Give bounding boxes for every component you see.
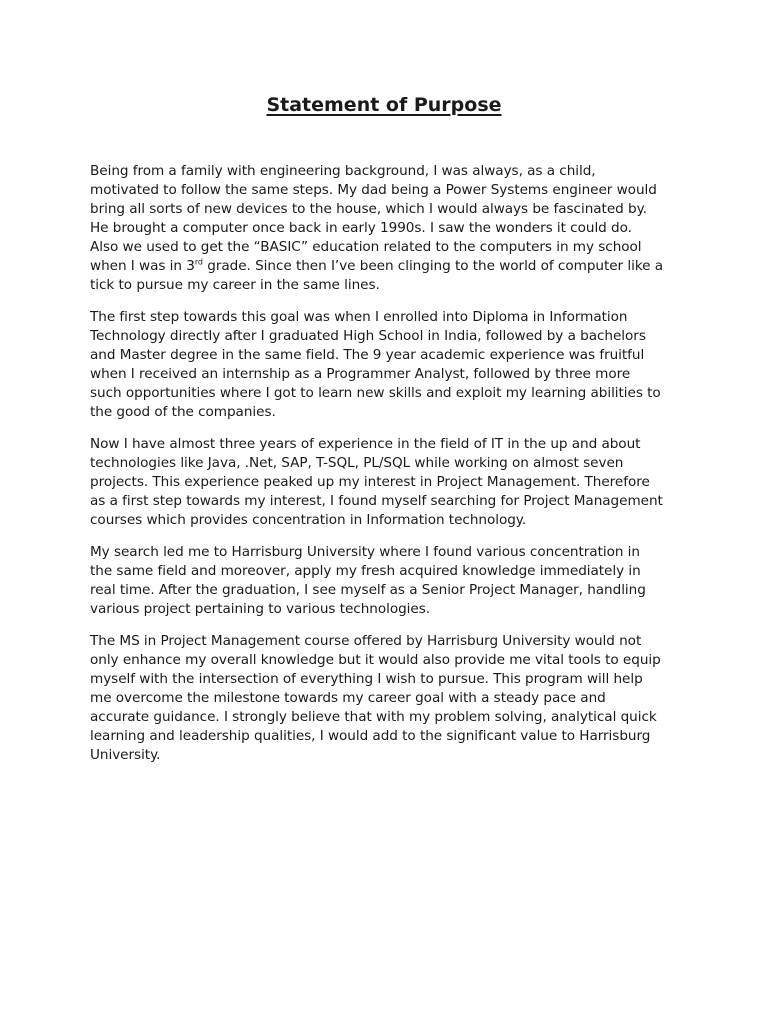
paragraph-5 <box>90 632 680 765</box>
paragraph-line: motivated to follow the same steps. My dad being a Power Systems engineer would <box>90 182 657 198</box>
paragraph-line: University. <box>90 747 161 763</box>
paragraph-line: myself with the intersection of everything I wish to pursue. This program will help <box>90 671 643 687</box>
paragraph-4 <box>90 543 680 619</box>
paragraph-line: only enhance my overall knowledge but it would also provide me vital tools to equip <box>90 652 661 668</box>
paragraph-line: The first step towards this goal was when I enrolled into Diploma in Information <box>90 309 628 325</box>
paragraph-line: such opportunities where I got to learn new skills and exploit my learning abilities to <box>90 385 661 401</box>
paragraph-2 <box>90 308 680 422</box>
page-title <box>0 92 768 118</box>
paragraph-line: accurate guidance. I strongly believe that with my problem solving, analytical quick <box>90 709 657 725</box>
grade-superscript: rd <box>194 257 203 267</box>
paragraph-line: the same field and moreover, apply my fresh acquired knowledge immediately in <box>90 563 641 579</box>
paragraph-line: real time. After the graduation, I see myself as a Senior Project Manager, handling <box>90 582 646 598</box>
grade-text-after: grade. Since then I’ve been clinging to the world of computer like a <box>202 258 664 274</box>
document-body <box>90 162 680 778</box>
paragraph-line: various project pertaining to various technologies. <box>90 601 431 617</box>
paragraph-line: as a first step towards my interest, I found myself searching for Project Management <box>90 493 663 509</box>
paragraph-line: tick to pursue my career in the same lines. <box>90 277 380 293</box>
paragraph-line: courses which provides concentration in Information technology. <box>90 512 527 528</box>
paragraph-line: bring all sorts of new devices to the house, which I would always be fascinated by. <box>90 201 647 217</box>
page-title-text: Statement of Purpose <box>266 94 502 116</box>
paragraph-line: Being from a family with engineering background, I was always, as a child, <box>90 163 596 179</box>
grade-text-before: when I was in 3 <box>90 258 195 274</box>
paragraph-line: Technology directly after I graduated High School in India, followed by a bachelors <box>90 328 646 344</box>
paragraph-line: when I received an internship as a Programmer Analyst, followed by three more <box>90 366 631 382</box>
paragraph-line: technologies like Java, .Net, SAP, T-SQL, PL/SQL while working on almost seven <box>90 455 624 471</box>
paragraph-line: me overcome the milestone towards my career goal with a steady pace and <box>90 690 606 706</box>
paragraph-line: and Master degree in the same field. The 9 year academic experience was fruitful <box>90 347 645 363</box>
paragraph-3 <box>90 435 680 530</box>
paragraph-line-grade <box>90 257 680 276</box>
paragraph-line: Now I have almost three years of experience in the field of IT in the up and about <box>90 436 641 452</box>
paragraph-line: The MS in Project Management course offered by Harrisburg University would not <box>90 633 642 649</box>
paragraph-line: projects. This experience peaked up my interest in Project Management. Therefore <box>90 474 650 490</box>
paragraph-line: learning and leadership qualities, I would add to the significant value to Harrisburg <box>90 728 651 744</box>
paragraph-line: the good of the companies. <box>90 404 276 420</box>
paragraph-line: Also we used to get the “BASIC” education related to the computers in my school <box>90 239 642 255</box>
paragraph-1 <box>90 162 680 295</box>
paragraph-line: He brought a computer once back in early 1990s. I saw the wonders it could do. <box>90 220 632 236</box>
paragraph-line: My search led me to Harrisburg University where I found various concentration in <box>90 544 640 560</box>
